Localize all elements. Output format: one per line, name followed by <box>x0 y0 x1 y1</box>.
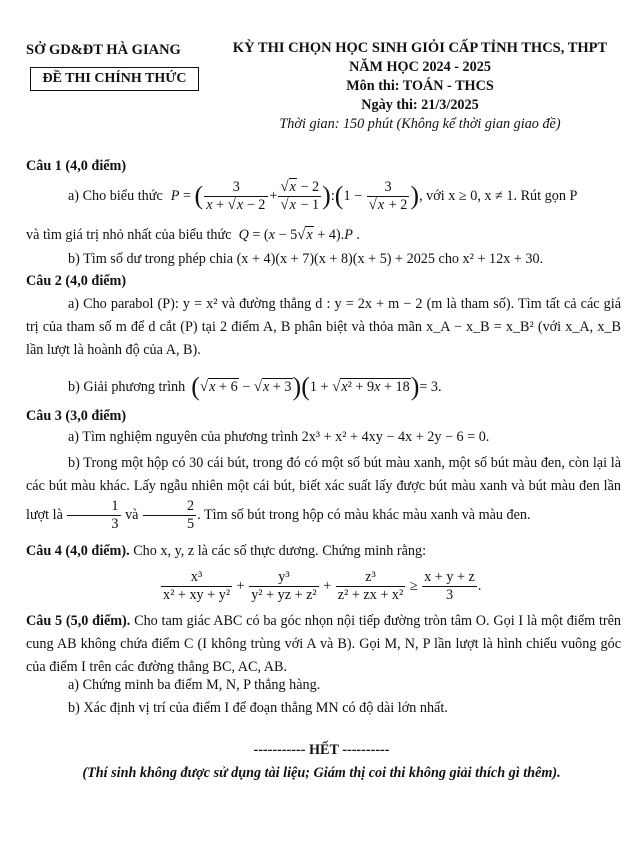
q1-a-line2-start: và tìm giá trị nhỏ nhất của biểu thức <box>26 227 232 243</box>
q4-line <box>26 543 426 560</box>
q3-b-text2: . Tìm số bút trong hộp có màu khác màu xanh và màu đen. <box>197 506 531 523</box>
exam-duration: Thời gian: 150 phút (Không kể thời gian giao đề) <box>279 116 561 132</box>
subject: Môn thi: TOÁN - THCS <box>346 78 494 94</box>
q3-frac-black: $\frac{2}{5}$ <box>143 498 196 533</box>
q3-b-and: và <box>125 506 139 523</box>
q4-title: Câu 4 (4,0 điểm). <box>26 543 130 559</box>
q1-a-tail: , với x ≥ 0, x ≠ 1. Rút gọn P <box>419 187 578 204</box>
exam-date: Ngày thi: 21/3/2025 <box>361 97 479 113</box>
q5-a: a) Chứng minh ba điểm M, N, P thẳng hàng. <box>68 677 321 693</box>
q2-title: Câu 2 (4,0 điểm) <box>26 273 127 289</box>
q2-b-tail: = 3. <box>419 378 442 395</box>
school-year: NĂM HỌC 2024 - 2025 <box>349 59 491 75</box>
official-exam-label: ĐỀ THI CHÍNH THỨC <box>30 67 199 91</box>
q3-b <box>26 452 621 533</box>
q3-frac-blue: $\frac{1}{3}$ <box>67 498 120 533</box>
q2-a: a) Cho parabol (P): y = x² và đường thẳng d : y = 2x + m − 2 (m là tham số). Tìm tất cả các giá trị của tham số m để d cắt (P) tại 2 điểm A, B phân biệt và thỏa mãn x_A − x_B = x_B² (với x_A, x_B lần lượt là hoành độ của A, B). <box>26 296 621 358</box>
exam-title: KỲ THI CHỌN HỌC SINH GIỎI CẤP TỈNH THCS, THPT <box>232 40 608 56</box>
q5-b: b) Xác định vị trí của điểm I để đoạn thẳng MN có độ dài lớn nhất. <box>68 700 448 716</box>
q4-text: Cho x, y, z là các số thực dương. Chứng minh rằng: <box>133 543 427 559</box>
q5-body <box>26 610 621 679</box>
end-marker: ----------- HẾT ---------- <box>253 742 390 758</box>
q2-b-line: b) Giải phương trình ( √ x + 6 − √ x + 3 ) ( 1 + √ x² + 9x + 18 ) = 3. <box>68 372 442 401</box>
q1-a-line: a) Cho biểu thức P = ( $\frac{3}{x + √x - 2}$ + $\frac{√x - 2}{√x - 1}$ ) : ( 1 − $\frac{3}{√x + 2}$ ) , với x ≥ 0, x ≠ 1. Rút gọn P <box>68 178 578 213</box>
q4-inequality: $\frac{\text{x³}}{\text{x² + xy + y²}}$ + $\frac{\text{y³}}{\text{y² + yz + z²}}$ + $\frac{\text{z³}}{\text{z² + zx + x²}}$ ≥ $\frac{x + y + z}{3}$ . <box>163 568 482 603</box>
q5-text: Cho tam giác ABC có ba góc nhọn nội tiếp đường tròn tâm O. Gọi I là một điểm trên cung AB không chứa điểm C (I không trùng với A và B). Gọi M, N, P lần lượt là hình chiếu vuông góc của điểm I trên các đường thẳng BC, AC, AB. <box>26 613 622 675</box>
q3-a: a) Tìm nghiệm nguyên của phương trình 2x³ + x² + 4xy − 4x + 2y − 6 = 0. <box>68 429 490 445</box>
q1-a-intro: a) Cho biểu thức <box>68 187 163 204</box>
footer-note: (Thí sinh không được sử dụng tài liệu; Giám thị coi thi không giải thích gì thêm). <box>82 765 561 781</box>
q1-title: Câu 1 (4,0 điểm) <box>26 158 127 174</box>
q1-a-line2: và tìm giá trị nhỏ nhất của biểu thức Q = (x − 5√x + 4).P . <box>26 227 360 243</box>
q3-b-text1: b) Trong một hộp có 30 cái bút, trong đó có một số bút màu xanh, một số bút màu đen, còn lại là các bút màu khác. Lấy ngẫu nhiên một cái bút, biết xác suất lấy được bút màu xanh và bút màu đen lần lượt là <box>26 455 621 523</box>
q3-title: Câu 3 (3,0 điểm) <box>26 408 127 424</box>
department-name: SỞ GD&ĐT HÀ GIANG <box>26 42 181 58</box>
q5-title: Câu 5 (5,0 điểm). <box>26 613 131 629</box>
q1-b: b) Tìm số dư trong phép chia (x + 4)(x + 7)(x + 8)(x + 5) + 2025 cho x² + 12x + 30. <box>68 251 544 267</box>
q2-b-intro: b) Giải phương trình <box>68 378 186 395</box>
